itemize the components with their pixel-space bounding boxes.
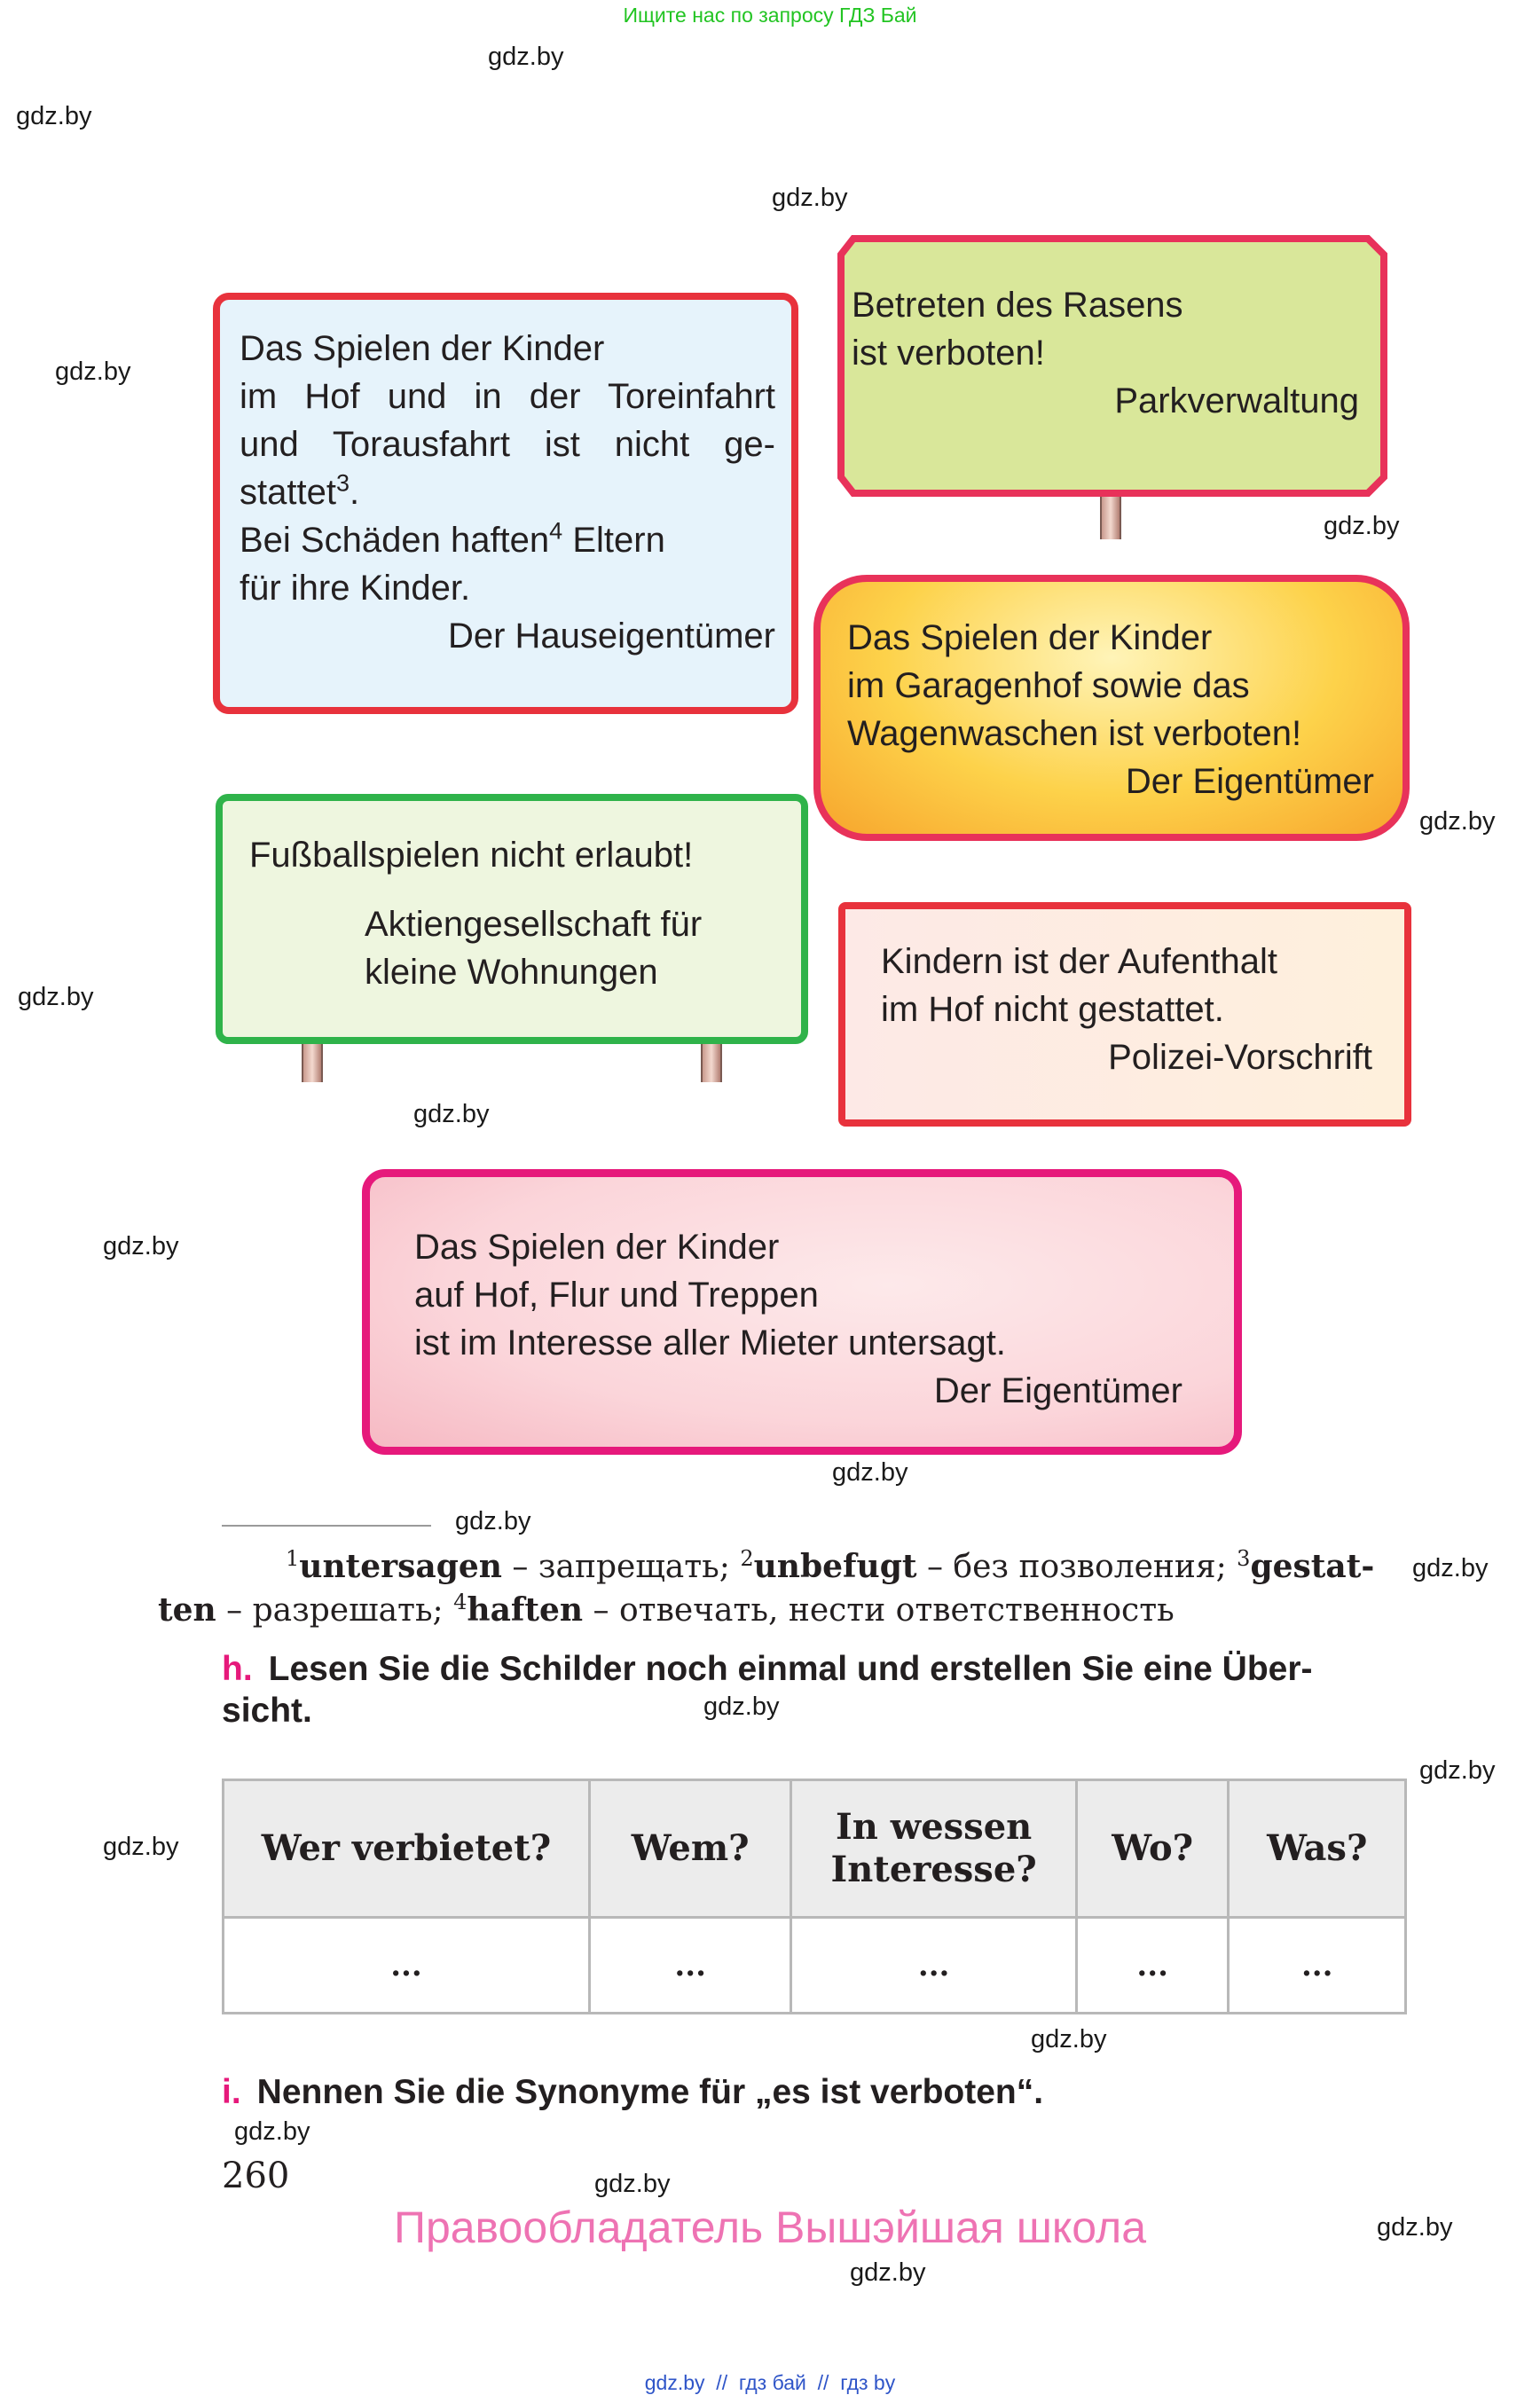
sign-hauseigentuemer xyxy=(213,293,798,714)
watermark: gdz.by xyxy=(850,2258,926,2287)
table-header-cell: Wem? xyxy=(589,1780,790,1918)
table-cell[interactable]: ... xyxy=(589,1918,790,2014)
table-cell[interactable]: ... xyxy=(224,1918,590,2014)
sign-polizei-vorschrift xyxy=(838,902,1411,1127)
task-i xyxy=(222,2071,1419,2113)
sign-line: ist im Interesse aller Mieter untersagt. xyxy=(414,1323,1006,1362)
sign-text: . xyxy=(349,473,360,512)
watermark: gdz.by xyxy=(703,1692,780,1721)
watermark: gdz.by xyxy=(1412,1554,1489,1582)
watermark: gdz.by xyxy=(16,102,92,130)
sign-signature: Der Eigentümer xyxy=(933,1371,1182,1410)
task-text: Lesen Sie die Schilder noch einmal und erstellen Sie eine Über- xyxy=(268,1650,1313,1688)
footnote-word: untersagen xyxy=(299,1548,502,1585)
task-h xyxy=(222,1648,1419,1732)
table-header-cell: Wer verbietet? xyxy=(224,1780,590,1918)
sign-signature: Der Eigentümer xyxy=(1125,762,1374,801)
sign-text: Eltern xyxy=(562,521,665,560)
sign-line: Aktiengesellschaft für xyxy=(365,905,703,944)
sign-text: Bei Schäden haften xyxy=(240,521,550,560)
watermark: gdz.by xyxy=(103,1833,179,1861)
copyright-owner: Правообладатель Вышэйшая школа xyxy=(394,2203,1146,2252)
footnote-word: unbefugt xyxy=(753,1548,917,1585)
watermark: gdz.by xyxy=(488,43,564,71)
sign-eigentuemer-mieter xyxy=(362,1169,1242,1455)
sign-line: kleine Wohnungen xyxy=(365,953,658,992)
footnote-number: 2 xyxy=(740,1546,754,1571)
sign-line: ist verboten! xyxy=(852,334,1045,373)
sign-line: für ihre Kinder. xyxy=(240,569,471,608)
watermark: gdz.by xyxy=(1031,2025,1107,2054)
table-cell[interactable]: ... xyxy=(1076,1918,1229,2014)
sign-line: Wagenwaschen ist verboten! xyxy=(847,714,1302,753)
table-cell[interactable]: ... xyxy=(1229,1918,1406,2014)
sign-signature: Der Hauseigentümer xyxy=(447,616,775,656)
sign-line: im Hof nicht gestattet. xyxy=(881,990,1224,1029)
task-letter: h. xyxy=(222,1650,253,1688)
footnote-word: haften xyxy=(467,1591,584,1629)
footnote-number: 4 xyxy=(453,1590,468,1614)
header-line: In wessen xyxy=(836,1806,1033,1848)
footnotes xyxy=(158,1545,1410,1632)
footnote-translation: – разрешать; xyxy=(216,1592,454,1629)
footnote-translation: – без позволения; xyxy=(916,1549,1238,1585)
sign-line xyxy=(240,468,775,516)
footnote-number: 1 xyxy=(286,1546,300,1571)
footnote-word: ten xyxy=(158,1591,216,1629)
task-text: Nennen Sie die Synonyme für „es ist verboten“. xyxy=(256,2073,1044,2111)
watermark: gdz.by xyxy=(18,983,94,1011)
footnote-marker: 3 xyxy=(335,469,350,497)
header-line: Interesse? xyxy=(830,1849,1037,1890)
watermark: gdz.by xyxy=(455,1507,531,1535)
watermark: gdz.by xyxy=(1324,512,1400,540)
sign-signature: Parkverwaltung xyxy=(1114,381,1359,420)
sign-eigentuemer-garagenhof xyxy=(813,575,1410,841)
sign-text: stattet xyxy=(240,473,336,512)
sign-line: Betreten des Rasens xyxy=(852,286,1183,325)
footnote-word: gestat- xyxy=(1250,1548,1375,1585)
watermark: gdz.by xyxy=(234,2117,310,2146)
top-banner[interactable]: Ищите нас по запросу ГДЗ Бай xyxy=(623,4,917,27)
table-header-cell: Wo? xyxy=(1076,1780,1229,1918)
watermark: gdz.by xyxy=(594,2170,671,2198)
sign-line: Das Spielen der Kinder xyxy=(414,1228,780,1267)
sign-line: Fußballspielen nicht erlaubt! xyxy=(249,836,694,875)
sign-parkverwaltung xyxy=(852,281,1366,441)
table-cell[interactable]: ... xyxy=(791,1918,1077,2014)
sign-line: im Garagenhof sowie das xyxy=(847,666,1250,705)
table-header-row xyxy=(224,1780,1406,1918)
overview-table xyxy=(222,1779,1407,2014)
table-header-cell: Was? xyxy=(1229,1780,1406,1918)
footnote-translation: – отвечать, нести ответственность xyxy=(583,1592,1175,1629)
task-text: sicht. xyxy=(222,1692,312,1730)
table-header-cell xyxy=(791,1780,1077,1918)
footnote-divider xyxy=(222,1525,431,1527)
watermark: gdz.by xyxy=(1377,2213,1453,2242)
task-letter: i. xyxy=(222,2073,241,2111)
table-row xyxy=(224,1918,1406,2014)
footnote-translation: – запрещать; xyxy=(501,1549,741,1585)
footnote-marker: 4 xyxy=(549,517,563,545)
watermark: gdz.by xyxy=(1419,807,1496,836)
watermark: gdz.by xyxy=(413,1100,490,1128)
sign-line xyxy=(240,516,775,564)
sign-line: Kindern ist der Aufenthalt xyxy=(881,942,1277,981)
page-number: 260 xyxy=(222,2156,290,2196)
watermark: gdz.by xyxy=(832,1458,908,1487)
footnote-number: 3 xyxy=(1237,1546,1251,1571)
sign-line: im Hof und in der Toreinfahrt xyxy=(240,377,775,416)
sign-post xyxy=(701,1040,722,1082)
sign-post xyxy=(302,1040,323,1082)
watermark: gdz.by xyxy=(55,357,131,386)
sign-line: Das Spielen der Kinder xyxy=(847,618,1213,657)
sign-signature: Polizei-Vorschrift xyxy=(1108,1038,1372,1077)
footer-links[interactable]: gdz.by // гдз бай // гдз by xyxy=(644,2371,896,2394)
watermark: gdz.by xyxy=(103,1232,179,1260)
sign-line: und Torausfahrt ist nicht ge- xyxy=(240,425,775,464)
sign-line: Das Spielen der Kinder xyxy=(240,329,605,368)
watermark: gdz.by xyxy=(772,184,848,212)
watermark: gdz.by xyxy=(1419,1756,1496,1785)
sign-line: auf Hof, Flur und Treppen xyxy=(414,1276,819,1315)
sign-fussballspielen xyxy=(216,794,808,1044)
